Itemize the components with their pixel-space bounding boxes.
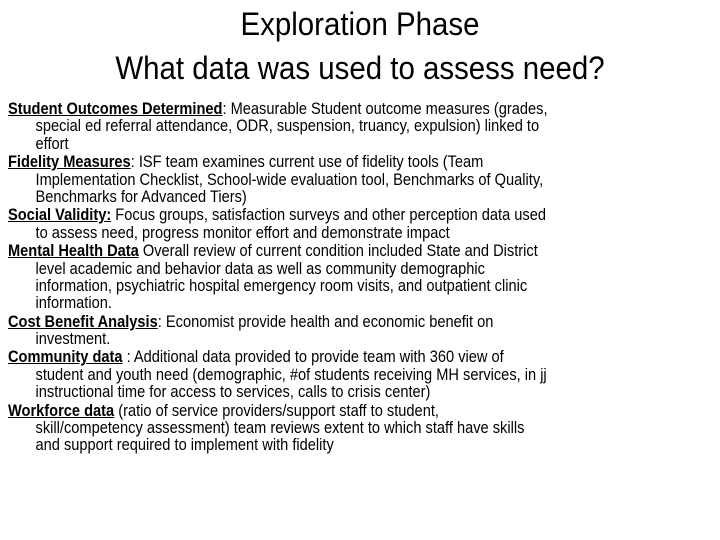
data-sources-list (8, 100, 720, 455)
item-text: effort (35, 133, 69, 153)
item-label: Cost Benefit Analysis (8, 311, 158, 331)
item-line (8, 366, 627, 383)
item-text: (ratio of service providers/support staff to student, (114, 400, 439, 420)
item-label: Social Validity: (8, 205, 112, 225)
list-item (8, 313, 720, 348)
item-line (8, 383, 627, 400)
item-label: Community data (8, 347, 123, 367)
item-text: : ISF team examines current use of fidelity tools (Team (130, 152, 484, 172)
item-text: level academic and behavior data as well as community demographic (35, 258, 485, 278)
title-line-1: Exploration Phase (240, 6, 480, 42)
item-line (8, 242, 627, 259)
item-label: Workforce data (8, 400, 115, 420)
list-item (8, 348, 720, 400)
item-text: : Measurable Student outcome measures (grades, (222, 99, 548, 118)
item-line (8, 277, 627, 294)
item-line (8, 188, 627, 205)
item-line (8, 436, 627, 453)
item-line (8, 206, 627, 223)
item-text: : Additional data provided to provide team with 360 view of (122, 347, 504, 367)
item-label: Student Outcomes Determined (8, 99, 223, 118)
item-line (8, 419, 627, 436)
item-text: investment. (35, 329, 111, 349)
item-line (8, 171, 627, 188)
item-text: information. (35, 293, 112, 313)
item-text: to assess need, progress monitor effort and demonstrate impact (35, 222, 450, 242)
list-item (8, 153, 720, 205)
item-line (8, 135, 627, 152)
item-text: instructional time for access to services, calls to crisis center) (35, 382, 431, 402)
item-text: Benchmarks for Advanced Tiers) (35, 186, 247, 206)
item-line (8, 402, 627, 419)
item-label: Mental Health Data (8, 241, 139, 261)
item-line (8, 260, 627, 277)
item-text: and support required to implement with fidelity (35, 435, 334, 455)
item-text: Focus groups, satisfaction surveys and other perception data used (111, 205, 546, 225)
item-line (8, 330, 627, 347)
slide-title (0, 2, 720, 90)
title-line-2: What data was used to assess need? (115, 50, 605, 86)
item-text: special ed referral attendance, ODR, suspension, truancy, expulsion) linked to (35, 116, 540, 136)
item-line (8, 294, 627, 311)
list-item (8, 100, 720, 152)
list-item (8, 402, 720, 454)
item-text: skill/competency assessment) team reviews extent to which staff have skills (35, 418, 525, 438)
item-text: Implementation Checklist, School-wide evaluation tool, Benchmarks of Quality, (35, 169, 544, 189)
item-text: : Economist provide health and economic benefit on (157, 311, 494, 331)
item-line (8, 153, 627, 170)
item-text: information, psychiatric hospital emergency room visits, and outpatient clinic (35, 275, 528, 295)
item-line (8, 313, 627, 330)
item-line (8, 100, 627, 117)
item-line (8, 348, 627, 365)
list-item (8, 206, 720, 241)
list-item (8, 242, 720, 312)
item-line (8, 117, 627, 134)
item-text: Overall review of current condition included State and District (138, 241, 538, 261)
item-label: Fidelity Measures (8, 152, 131, 172)
item-text: student and youth need (demographic, #of students receiving MH services, in jj (35, 364, 547, 384)
item-line (8, 224, 627, 241)
